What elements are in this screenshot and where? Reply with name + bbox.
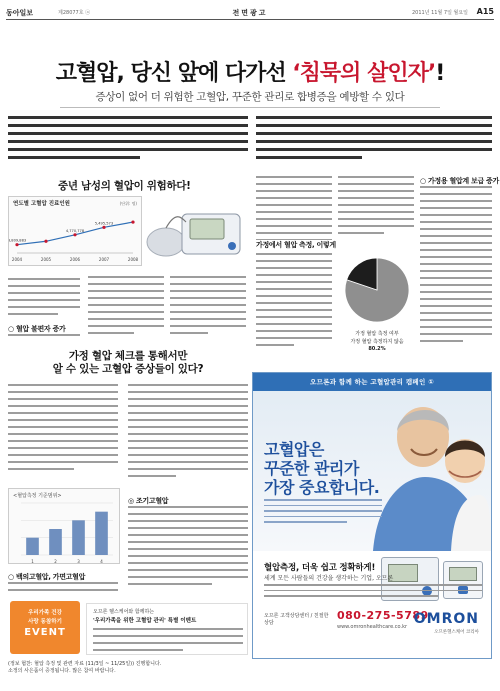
headline-suffix: ! <box>435 61 445 86</box>
wrist-monitor-screen-icon <box>449 567 477 581</box>
article-body-6 <box>8 582 118 598</box>
monitor-photo <box>146 200 246 262</box>
pie-chart-caption: 가정 혈압 측정 여부 <box>355 331 399 337</box>
pie-slice-main-label: 가정 혈압 측정하지 않음 <box>350 339 404 345</box>
line-chart-point <box>73 233 76 236</box>
section-title-middle-aged: 중년 남성의 혈압이 위험하다! <box>58 180 191 192</box>
footer-note-line1: (정보 협찬: 혈압 측정 및 관련 자료 (11/3일 ~ 11/25일)) 진행합니다. <box>8 661 162 667</box>
bar-chart-x-tick: 3 <box>77 559 80 564</box>
pie-chart <box>340 252 414 358</box>
omron-logo-subtitle: 오므론헬스케어 코리아 <box>434 630 479 635</box>
section-title-home-check-line2: 알 수 있는 고혈압 증상들이 있다? <box>52 363 204 375</box>
headline <box>0 56 500 87</box>
bar-chart-x-tick: 2 <box>54 559 57 564</box>
ad-feature-list <box>264 584 482 601</box>
article-body-7 <box>128 506 248 600</box>
event-notice-body <box>93 628 243 654</box>
ad-tagline: 혈압측정, 더욱 쉽고 정확하게! <box>264 563 376 573</box>
footer-note <box>8 661 248 675</box>
section-label: 전면광고 <box>232 9 268 17</box>
article-body-5 <box>128 384 248 492</box>
event-notice-line2: '우리가족을 위한 고혈압 관리' 특별 이벤트 <box>93 618 197 624</box>
lead-paragraph <box>8 116 248 166</box>
ad-headline-line3: 가장 중요합니다. <box>264 478 380 497</box>
article-body-1b <box>8 334 80 346</box>
line-chart-x-tick: 2004 <box>11 257 23 262</box>
issue-number: 제28077호 ⓐ <box>58 10 91 16</box>
ad-phone-label: 오므론 고객상담센터 / 친절한 상담 <box>264 613 329 626</box>
article-body-3 <box>170 276 246 344</box>
event-notice <box>86 603 248 655</box>
article-right-col3 <box>420 186 492 366</box>
subsection-home-measure: 가정에서 혈압 측정, 이렇게 <box>256 241 336 249</box>
ad-campaign-banner: 오므론과 함께 하는 고혈압관리 캠페인 ① <box>253 373 491 391</box>
omron-advertisement[interactable] <box>252 372 492 659</box>
ad-phone-number[interactable]: 080-275-5789 <box>337 609 429 622</box>
bar-chart-bar <box>95 512 108 555</box>
section-title-home-check <box>8 350 248 376</box>
ad-headline-line1: 고혈압은 <box>264 440 324 459</box>
article-right-lead <box>256 116 492 166</box>
line-chart-point <box>15 243 18 246</box>
line-chart-data-label: 3,809,883 <box>9 238 27 243</box>
article-right-col2 <box>338 176 414 248</box>
headline-accent: ‘침묵의 살인자’ <box>292 61 436 86</box>
subsection-white-coat: ○ 백의고혈압, 가면고혈압 <box>8 573 86 581</box>
bar-chart-x-tick: 4 <box>100 559 103 564</box>
newspaper-name: 동아일보 <box>6 8 34 17</box>
bar-chart-bar <box>72 520 85 555</box>
bp-range-chart-svg <box>9 499 119 565</box>
line-chart-point <box>102 226 105 229</box>
headline-prefix: 고혈압, 당신 앞에 다가선 <box>55 61 286 86</box>
footer-note-line2: 소정의 사은품이 증정됩니다. 많은 참여 바랍니다. <box>8 668 116 674</box>
line-chart-x-tick: 2006 <box>69 257 81 262</box>
event-label: EVENT <box>24 627 66 638</box>
bp-range-chart <box>8 488 120 564</box>
bp-range-chart-title: <혈압측정 기준범위> <box>13 493 62 499</box>
bar-chart-x-tick: 1 <box>31 559 34 564</box>
bar-chart-bar <box>49 529 62 555</box>
ad-subtagline: 세계 모든 사람들의 건강을 생각하는 기업, 오므론 <box>264 575 394 582</box>
ad-body-copy <box>264 499 382 527</box>
ad-website-link[interactable]: www.omronhealthcare.co.kr <box>337 624 408 630</box>
event-badge[interactable] <box>10 601 80 654</box>
line-chart-x-tick: 2008 <box>127 257 139 262</box>
line-chart-data-label: 4,770,778 <box>65 228 85 233</box>
subsection-home-monitor: ○ 가정용 혈압계 보급 증가 <box>420 177 499 185</box>
ad-headline-line2: 꾸준한 관리가 <box>264 459 359 478</box>
line-chart-svg <box>9 197 141 265</box>
line-chart-x-tick: 2007 <box>98 257 110 262</box>
omron-logo: OMRON <box>413 611 479 627</box>
bar-chart-bar <box>26 538 39 555</box>
line-chart-x-tick: 2005 <box>40 257 52 262</box>
event-line-2: 사랑 동참하기 <box>28 619 62 625</box>
headline-divider <box>60 107 440 108</box>
ad-photo <box>253 391 491 551</box>
masthead <box>6 6 494 20</box>
line-chart-point <box>131 220 134 223</box>
issue-date: 2011년 11월 7일 월요일 <box>411 10 468 16</box>
pie-chart-svg <box>340 252 414 328</box>
line-chart <box>8 196 142 266</box>
subsection-bp-increase: ○ 혈압 불편자 증가 <box>8 325 66 333</box>
section-title-home-check-line1: 가정 혈압 체크를 통해서만 <box>68 350 188 362</box>
line-chart-data-label: 5,495,573 <box>94 221 114 226</box>
article-body-1 <box>8 278 80 324</box>
article-body-4 <box>8 384 118 484</box>
page-number: A15 <box>476 7 494 16</box>
subheadline: 증상이 없어 더 위험한 고혈압, 꾸준한 관리로 합병증을 예방할 수 있다 <box>95 91 405 103</box>
ad-headline <box>264 440 379 497</box>
event-line-1: 우리가족 건강 <box>28 610 62 616</box>
article-body-2 <box>88 276 164 344</box>
blood-pressure-monitor-icon <box>146 200 246 262</box>
line-chart-title: 연도별 고혈압 진료인원 <box>13 201 70 207</box>
pie-slice-main-value: 80.2% <box>368 346 386 352</box>
event-notice-line1: 오므론 헬스케어와 함께하는 <box>93 609 155 615</box>
line-chart-point <box>44 240 47 243</box>
subsection-early-hypertension: ◎ 조기고혈압 <box>128 497 169 505</box>
line-chart-unit: (단위: 명) <box>119 201 137 206</box>
article-right-col1 <box>256 176 332 366</box>
